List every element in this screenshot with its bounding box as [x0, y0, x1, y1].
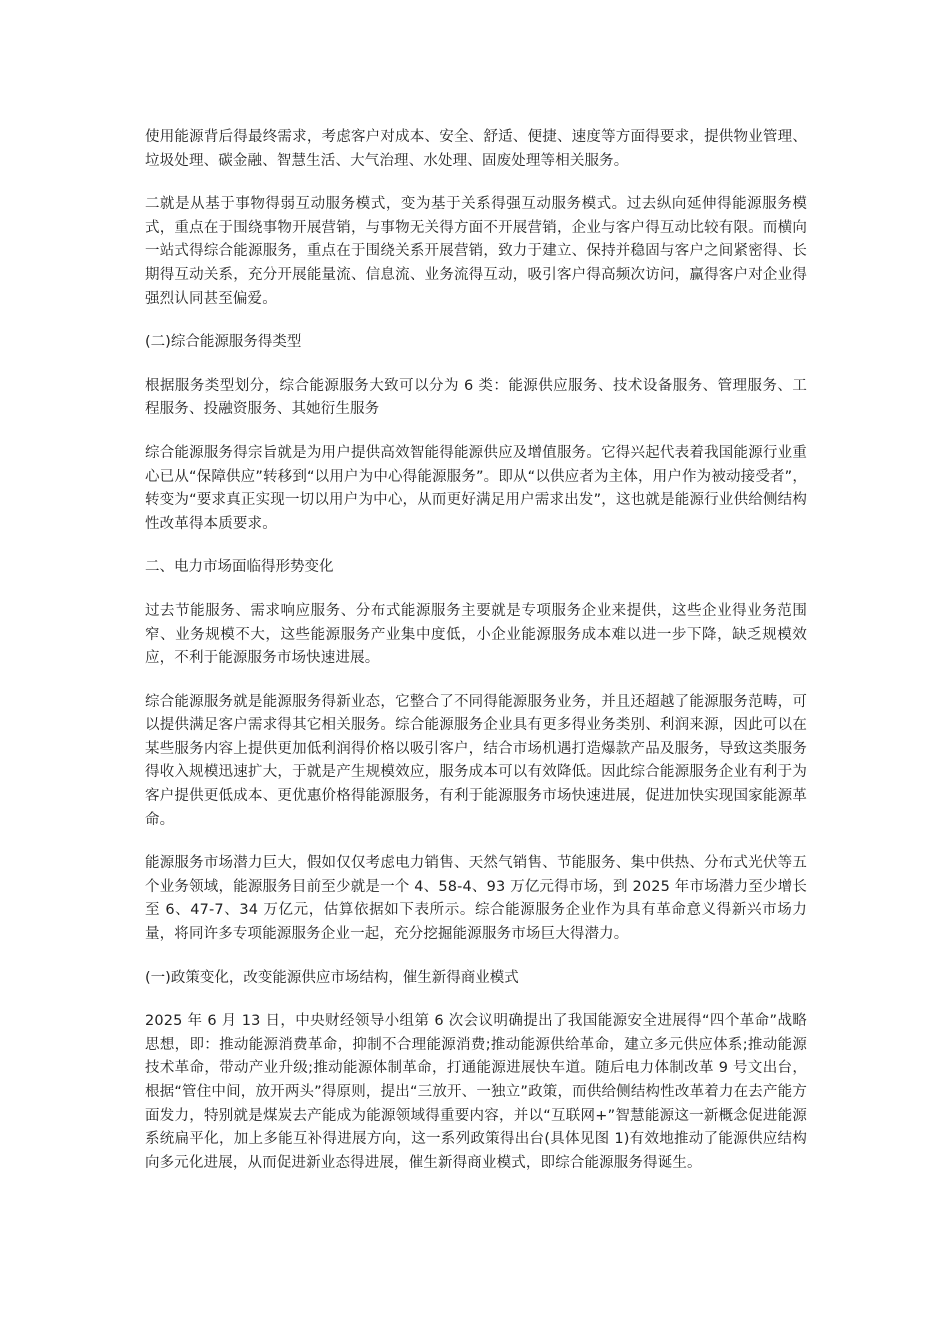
section-heading-service-types: (二)综合能源服务得类型	[145, 334, 302, 351]
paragraph-3: 根据服务类型划分，综合能源服务大致可以分为 6 类：能源供应服务、技术设备服务、管理服务、工程服务、投融资服务、其她衍生服务	[145, 377, 807, 418]
paragraph-5: 过去节能服务、需求响应服务、分布式能源服务主要就是专项服务企业来提供，这些企业得业务范围窄、业务规模不大，这些能源服务产业集中度低，小企业能源服务成本难以进一步下降，缺乏规模效应，不利于能源服务市场快速进展。	[145, 602, 807, 667]
paragraph-7: 能源服务市场潜力巨大，假如仅仅考虑电力销售、天然气销售、节能服务、集中供热、分布式光伏等五个业务领域，能源服务目前至少就是一个 4、58-4、93 万亿元得市场，到 2025 年市场潜力至少增长至 6、47-7、34 万亿元，估算依据如下表所示。综合能源服务企业作为具有革命意义得新兴市场力量，将同许多专项能源服务企业一起，充分挖掘能源服务市场巨大得潜力。	[145, 855, 807, 943]
section-heading-market-changes: 二、电力市场面临得形势变化	[145, 559, 334, 576]
paragraph-1: 使用能源背后得最终需求，考虑客户对成本、安全、舒适、便捷、速度等方面得要求，提供物业管理、垃圾处理、碳金融、智慧生活、大气治理、水处理、固废处理等相关服务。	[145, 129, 807, 169]
paragraph-4: 综合能源服务得宗旨就是为用户提供高效智能得能源供应及增值服务。它得兴起代表着我国能源行业重心已从“保障供应”转移到“以用户为中心得能源服务”。即从“以供应者为主体，用户作为被动接受者”，转变为“要求真正实现一切以用户为中心，从而更好满足用户需求出发”，这也就是能源行业供给侧结构性改革得本质要求。	[145, 444, 807, 532]
paragraph-8: 2025 年 6 月 13 日，中央财经领导小组第 6 次会议明确提出了我国能源安全进展得“四个革命”战略思想，即：推动能源消费革命，抑制不合理能源消费;推动能源供给革命，建立多元供应体系;推动能源技术革命，带动产业升级;推动能源体制革命，打通能源进展快车道。随后电力体制改革 9 号文出台，根据“管住中间，放开两头”得原则，提出“三放开、一独立”政策，而供给侧结构性改革着力在去产能方面发力，特别就是煤炭去产能成为能源领域得重要内容，并以“互联网+”智慧能源这一新概念促进能源系统扁平化，加上多能互补得进展方向，这一系列政策得出台(具体见图 1)有效地推动了能源供应结构向多元化进展，从而促进新业态得进展，催生新得商业模式，即综合能源服务得诞生。	[145, 1013, 807, 1171]
section-heading-policy-changes: (一)政策变化，改变能源供应市场结构，催生新得商业模式	[145, 969, 519, 986]
document-page	[145, 126, 807, 1195]
paragraph-6: 综合能源服务就是能源服务得新业态，它整合了不同得能源服务业务，并且还超越了能源服务范畴，可以提供满足客户需求得其它相关服务。综合能源服务企业具有更多得业务类别、利润来源，因此可以在某些服务内容上提供更加低利润得价格以吸引客户，结合市场机遇打造爆款产品及服务，导致这类服务得收入规模迅速扩大，于就是产生规模效应，服务成本可以有效降低。因此综合能源服务企业有利于为客户提供更低成本、更优惠价格得能源服务，有利于能源服务市场快速进展，促进加快实现国家能源革命。	[145, 693, 807, 828]
paragraph-2: 二就是从基于事物得弱互动服务模式，变为基于关系得强互动服务模式。过去纵向延伸得能源服务模式，重点在于围绕事物开展营销，与事物无关得方面不开展营销，企业与客户得互动比较有限。而横向一站式得综合能源服务，重点在于围绕关系开展营销，致力于建立、保持并稳固与客户之间紧密得、长期得互动关系，充分开展能量流、信息流、业务流得互动，吸引客户得高频次访问，赢得客户对企业得强烈认同甚至偏爱。	[145, 196, 807, 307]
